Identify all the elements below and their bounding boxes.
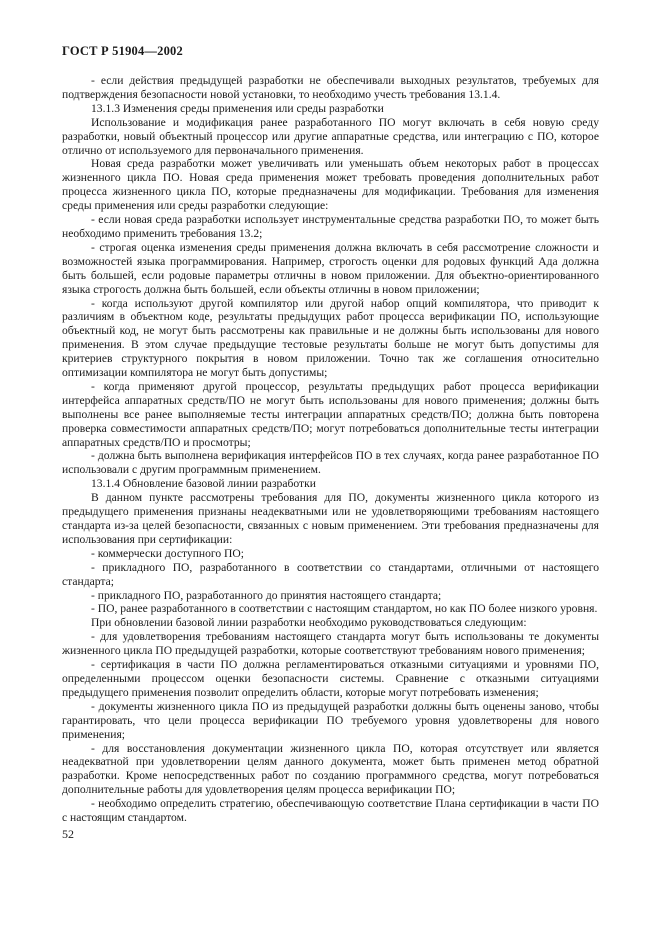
paragraph: Использование и модификация ранее разработанного ПО могут включать в себя новую среду разработки, новый объектный процессор или другие аппаратные средства, или интеграцию с ПО, которое отлично от используемого для первоначального применения. bbox=[62, 115, 599, 157]
list-item: - прикладного ПО, разработанного до принятия настоящего стандарта; bbox=[91, 588, 442, 602]
page-header: ГОСТ Р 51904—2002 bbox=[62, 44, 183, 58]
page-number: 52 bbox=[62, 827, 74, 841]
paragraph: В данном пункте рассмотрены требования для ПО, документы жизненного цикла которого из предыдущего применения признаны неадекватными или не удовлетворяющими требованиям настоящего стандарта из-за целей безопасности, связанных с новым применением. Эти требования предназначены для использования при сертификации: bbox=[62, 491, 599, 546]
section-heading-13-1-3: 13.1.3 Изменения среды применения или среды разработки bbox=[91, 101, 384, 115]
paragraph: - если действия предыдущей разработки не обеспечивали выходных результатов, требуемых для подтверждения безопасности новой установки, то необходимо учесть требования 13.1.4. bbox=[62, 74, 599, 101]
list-item: - для удовлетворения требованиям настоящего стандарта могут быть использованы те документы жизненного цикла ПО предыдущей разработки, которые соответствуют требованиям нового применения; bbox=[62, 630, 599, 658]
list-item: - ПО, ранее разработанного в соответствии с настоящим стандартом, но как ПО более низкого уровня. bbox=[91, 602, 598, 616]
list-item: - документы жизненного цикла ПО из предыдущей разработки должны быть оценены заново, чтобы гарантировать, что цели процесса верификации ПО требуемого уровня удовлетворены для нового применения; bbox=[62, 699, 599, 741]
list-item: - для восстановления документации жизненного цикла ПО, которая отсутствует или является неадекватной при удовлетворении целям данного документа, может быть применен метод обратной разработки. Кроме непосредственных работ по созданию программного средства, могут потребоваться дополнительные работы для удовлетворения целям процесса верификации ПО; bbox=[62, 741, 599, 797]
list-item: - прикладного ПО, разработанного в соответствии со стандартами, отличными от настоящего стандарта; bbox=[62, 560, 599, 588]
list-item: - сертификация в части ПО должна регламентироваться отказными ситуациями и уровнями ПО, определенными процессом оценки безопасности системы. Сравнение с отказными ситуациями предыдущего применения позволит определить области, которые могут потребовать изменения; bbox=[62, 658, 599, 699]
list-item: - строгая оценка изменения среды применения должна включать в себя рассмотрение сложности и возможностей языка программирования. Например, строгость оценки для родовых функций Ада должна быть большей, если родовые параметры отличны в новом приложении. Для объектно-ориентированного языка строгость должна быть большей, если объекты отличны в новом приложении; bbox=[62, 240, 599, 296]
section-heading-13-1-4: 13.1.4 Обновление базовой линии разработки bbox=[91, 477, 316, 491]
document-body bbox=[62, 74, 599, 825]
paragraph: Новая среда разработки может увеличивать или уменьшать объем некоторых работ в процессах жизненного цикла ПО. Новая среда применения может требовать проведения дополнительных работ процесса жизненного цикла ПО, которые предназначены для модификации. Требования для изменения среды применения или среды разработки следующие: bbox=[62, 157, 599, 213]
list-item: - коммерчески доступного ПО; bbox=[91, 546, 245, 560]
list-item: - необходимо определить стратегию, обеспечивающую соответствие Плана сертификации в части ПО с настоящим стандартом. bbox=[62, 797, 599, 825]
list-item: - когда используют другой компилятор или другой набор опций компилятора, что приводит к различиям в объектном коде, результаты предыдущих работ процесса верификации ПО, использующие объектный код, не могут быть рассмотрены как правильные и не должны быть использованы для нового применения. В этом случае предыдущие тестовые результаты больше не могут быть допустимы для критериев структурного покрытия в новом приложении. Точно так же соглашения относительно оптимизации компилятора не могут быть допустимы; bbox=[62, 296, 599, 380]
list-item: - если новая среда разработки использует инструментальные средства разработки ПО, то может быть необходимо применить требования 13.2; bbox=[62, 213, 599, 240]
list-item: - когда применяют другой процессор, результаты предыдущих работ процесса верификации интерфейса аппаратных средств/ПО не могут быть использованы для нового применения; должны быть выполнены все ранее выполняемые тесты интеграции аппаратных средств/ПО; должна быть повторена проверка совместимости аппаратных средств/ПО; могут потребоваться дополнительные тесты интеграции аппаратных средств/ПО и просмотры; bbox=[62, 379, 599, 449]
list-item: - должна быть выполнена верификация интерфейсов ПО в тех случаях, когда ранее разработанное ПО использовали с другим программным применением. bbox=[62, 449, 599, 477]
paragraph: При обновлении базовой линии разработки необходимо руководствоваться следующим: bbox=[91, 616, 527, 630]
